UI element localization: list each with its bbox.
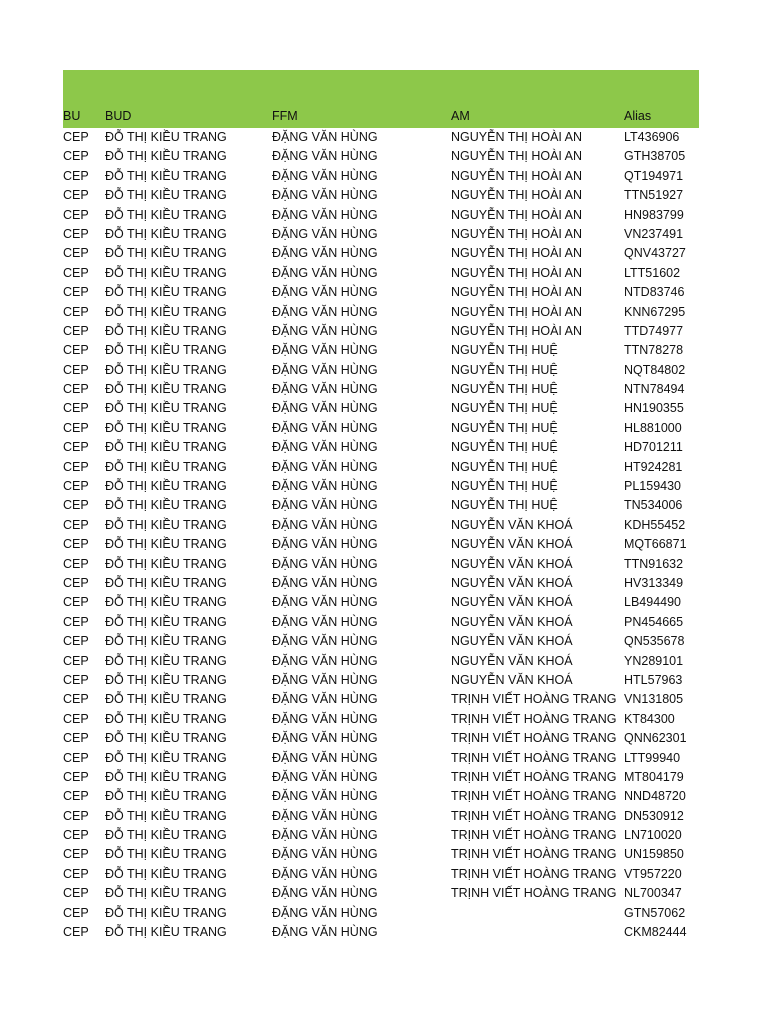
cell-am[interactable]: NGUYỄN THỊ HUỆ — [451, 440, 558, 455]
cell-bu[interactable]: CEP — [63, 556, 89, 571]
cell-alias[interactable]: LN710020 — [624, 828, 682, 843]
cell-ffm[interactable]: ĐẶNG VĂN HÙNG — [272, 246, 378, 261]
cell-bu[interactable]: CEP — [63, 731, 89, 746]
cell-ffm[interactable]: ĐẶNG VĂN HÙNG — [272, 886, 378, 901]
cell-ffm[interactable]: ĐẶNG VĂN HÙNG — [272, 595, 378, 610]
cell-am[interactable]: NGUYỄN THỊ HUỆ — [451, 459, 558, 474]
table-row — [63, 768, 699, 787]
table-row — [63, 341, 699, 360]
cell-alias[interactable]: GTH38705 — [624, 149, 686, 164]
cell-bud[interactable]: ĐỖ THỊ KIỀU TRANG — [105, 517, 227, 532]
table-row — [63, 496, 699, 515]
table-header-row — [63, 70, 699, 128]
cell-am[interactable]: TRỊNH VIẾT HOÀNG TRANG — [451, 886, 617, 901]
cell-bud[interactable]: ĐỖ THỊ KIỀU TRANG — [105, 828, 227, 843]
cell-ffm[interactable]: ĐẶNG VĂN HÙNG — [272, 769, 378, 784]
cell-bud[interactable]: ĐỖ THỊ KIỀU TRANG — [105, 343, 227, 358]
cell-bu[interactable]: CEP — [63, 149, 89, 164]
cell-am[interactable]: NGUYỄN THỊ HOÀI AN — [451, 130, 583, 144]
table-row — [63, 303, 699, 322]
cell-bu[interactable]: CEP — [63, 866, 89, 881]
cell-bud[interactable]: ĐỖ THỊ KIỀU TRANG — [105, 323, 227, 338]
table-row — [63, 516, 699, 535]
cell-bud[interactable]: ĐỖ THỊ KIỀU TRANG — [105, 207, 227, 222]
cell-ffm[interactable]: ĐẶNG VĂN HÙNG — [272, 285, 378, 300]
cell-bud[interactable]: ĐỖ THỊ KIỀU TRANG — [105, 750, 227, 765]
cell-ffm[interactable]: ĐẶNG VĂN HÙNG — [272, 149, 378, 164]
cell-bu[interactable]: CEP — [63, 130, 89, 144]
cell-bud[interactable]: ĐỖ THỊ KIỀU TRANG — [105, 459, 227, 474]
cell-am[interactable]: NGUYỄN VĂN KHOÁ — [451, 517, 573, 532]
cell-alias[interactable]: KT84300 — [624, 711, 675, 726]
cell-alias[interactable]: KDH55452 — [624, 517, 686, 532]
table-row — [63, 283, 699, 302]
cell-bud[interactable]: ĐỖ THỊ KIỀU TRANG — [105, 866, 227, 881]
cell-alias[interactable]: UN159850 — [624, 847, 684, 862]
cell-bud[interactable]: ĐỖ THỊ KIỀU TRANG — [105, 847, 227, 862]
cell-bud[interactable]: ĐỖ THỊ KIỀU TRANG — [105, 808, 227, 823]
cell-am[interactable]: NGUYỄN THỊ HOÀI AN — [451, 168, 583, 183]
cell-alias[interactable]: HV313349 — [624, 575, 684, 590]
table-row — [63, 884, 699, 903]
cell-alias[interactable]: MQT66871 — [624, 537, 687, 552]
cell-ffm[interactable]: ĐẶNG VĂN HÙNG — [272, 517, 378, 532]
table-row — [63, 690, 699, 709]
cell-bud[interactable]: ĐỖ THỊ KIỀU TRANG — [105, 401, 227, 416]
cell-ffm[interactable]: ĐẶNG VĂN HÙNG — [272, 634, 378, 649]
table-row — [63, 361, 699, 380]
table-row — [63, 322, 699, 341]
cell-bu[interactable]: CEP — [63, 828, 89, 843]
column-header-bud[interactable]: BUD — [105, 109, 132, 123]
cell-bu[interactable]: CEP — [63, 634, 89, 649]
cell-alias[interactable]: CKM82444 — [624, 925, 687, 940]
table-body — [63, 128, 699, 942]
cell-ffm[interactable]: ĐẶNG VĂN HÙNG — [272, 265, 378, 280]
table-row — [63, 574, 699, 593]
cell-am[interactable]: NGUYỄN THỊ HUỆ — [451, 343, 558, 358]
cell-am[interactable]: NGUYỄN VĂN KHOÁ — [451, 614, 573, 629]
cell-alias[interactable]: NND48720 — [624, 789, 686, 804]
cell-bu[interactable]: CEP — [63, 246, 89, 261]
column-header-am[interactable]: AM — [451, 109, 470, 123]
cell-bud[interactable]: ĐỖ THỊ KIỀU TRANG — [105, 634, 227, 649]
cell-am[interactable]: TRỊNH VIẾT HOÀNG TRANG — [451, 750, 617, 765]
cell-bu[interactable]: CEP — [63, 575, 89, 590]
cell-alias[interactable]: KNN67295 — [624, 304, 686, 319]
cell-alias[interactable]: PL159430 — [624, 479, 682, 494]
cell-ffm[interactable]: ĐẶNG VĂN HÙNG — [272, 692, 378, 707]
cell-alias[interactable]: HN983799 — [624, 207, 684, 222]
cell-bu[interactable]: CEP — [63, 168, 89, 183]
table-row — [63, 419, 699, 438]
cell-bud[interactable]: ĐỖ THỊ KIỀU TRANG — [105, 711, 227, 726]
table-row — [63, 845, 699, 864]
cell-bu[interactable]: CEP — [63, 672, 89, 687]
cell-am[interactable]: NGUYỄN THỊ HUỆ — [451, 420, 558, 435]
cell-bud[interactable]: ĐỖ THỊ KIỀU TRANG — [105, 498, 227, 513]
cell-ffm[interactable]: ĐẶNG VĂN HÙNG — [272, 905, 378, 920]
cell-bu[interactable]: CEP — [63, 382, 89, 397]
cell-alias[interactable]: HTL57963 — [624, 672, 683, 687]
cell-ffm[interactable]: ĐẶNG VĂN HÙNG — [272, 323, 378, 338]
cell-bu[interactable]: CEP — [63, 537, 89, 552]
cell-alias[interactable]: QNV43727 — [624, 246, 686, 261]
cell-bud[interactable]: ĐỖ THỊ KIỀU TRANG — [105, 672, 227, 687]
cell-bu[interactable]: CEP — [63, 769, 89, 784]
cell-bu[interactable]: CEP — [63, 614, 89, 629]
cell-alias[interactable]: VN131805 — [624, 692, 684, 707]
table-row — [63, 710, 699, 729]
cell-ffm[interactable]: ĐẶNG VĂN HÙNG — [272, 362, 378, 377]
cell-bud[interactable]: ĐỖ THỊ KIỀU TRANG — [105, 440, 227, 455]
cell-ffm[interactable]: ĐẶNG VĂN HÙNG — [272, 382, 378, 397]
cell-am[interactable]: NGUYỄN THỊ HUỆ — [451, 498, 558, 513]
table-row — [63, 147, 699, 166]
cell-bud[interactable]: ĐỖ THỊ KIỀU TRANG — [105, 692, 227, 707]
table-row — [63, 244, 699, 263]
cell-alias[interactable]: TTN91632 — [624, 556, 684, 571]
cell-bu[interactable]: CEP — [63, 343, 89, 358]
table-row — [63, 671, 699, 690]
cell-alias[interactable]: QNN62301 — [624, 731, 687, 746]
table-row — [63, 438, 699, 457]
cell-ffm[interactable]: ĐẶNG VĂN HÙNG — [272, 537, 378, 552]
cell-bud[interactable]: ĐỖ THỊ KIỀU TRANG — [105, 130, 227, 144]
cell-bu[interactable]: CEP — [63, 847, 89, 862]
cell-ffm[interactable]: ĐẶNG VĂN HÙNG — [272, 188, 378, 203]
cell-bu[interactable]: CEP — [63, 479, 89, 494]
table-row — [63, 593, 699, 612]
table-row — [63, 923, 699, 942]
cell-bud[interactable]: ĐỖ THỊ KIỀU TRANG — [105, 226, 227, 241]
cell-bu[interactable]: CEP — [63, 323, 89, 338]
cell-alias[interactable]: HD701211 — [624, 440, 683, 455]
cell-ffm[interactable]: ĐẶNG VĂN HÙNG — [272, 808, 378, 823]
table-row — [63, 380, 699, 399]
cell-ffm[interactable]: ĐẶNG VĂN HÙNG — [272, 440, 378, 455]
cell-alias[interactable]: HT924281 — [624, 459, 683, 474]
cell-ffm[interactable]: ĐẶNG VĂN HÙNG — [272, 750, 378, 765]
cell-bud[interactable]: ĐỖ THỊ KIỀU TRANG — [105, 479, 227, 494]
cell-alias[interactable]: TTN51927 — [624, 188, 684, 203]
cell-bu[interactable]: CEP — [63, 265, 89, 280]
table-row — [63, 206, 699, 225]
cell-alias[interactable]: TTD74977 — [624, 323, 684, 338]
cell-alias[interactable]: TN534006 — [624, 498, 683, 513]
cell-bud[interactable]: ĐỖ THỊ KIỀU TRANG — [105, 731, 227, 746]
cell-bud[interactable]: ĐỖ THỊ KIỀU TRANG — [105, 537, 227, 552]
cell-bu[interactable]: CEP — [63, 692, 89, 707]
cell-am[interactable]: TRỊNH VIẾT HOÀNG TRANG — [451, 769, 617, 784]
cell-bu[interactable]: CEP — [63, 711, 89, 726]
table-row — [63, 225, 699, 244]
cell-alias[interactable]: NL700347 — [624, 886, 682, 901]
cell-bu[interactable]: CEP — [63, 925, 89, 940]
cell-bud[interactable]: ĐỖ THỊ KIỀU TRANG — [105, 575, 227, 590]
cell-am[interactable]: NGUYỄN THỊ HOÀI AN — [451, 304, 583, 319]
cell-am[interactable]: NGUYỄN THỊ HOÀI AN — [451, 226, 583, 241]
cell-bud[interactable]: ĐỖ THỊ KIỀU TRANG — [105, 188, 227, 203]
cell-alias[interactable]: VN237491 — [624, 226, 684, 241]
cell-ffm[interactable]: ĐẶNG VĂN HÙNG — [272, 459, 378, 474]
cell-alias[interactable]: MT804179 — [624, 769, 684, 784]
cell-alias[interactable]: LTT99940 — [624, 750, 681, 765]
cell-alias[interactable]: TTN78278 — [624, 343, 684, 358]
table-row — [63, 613, 699, 632]
cell-bud[interactable]: ĐỖ THỊ KIỀU TRANG — [105, 769, 227, 784]
cell-ffm[interactable]: ĐẶNG VĂN HÙNG — [272, 207, 378, 222]
cell-bu[interactable]: CEP — [63, 808, 89, 823]
cell-alias[interactable]: NQT84802 — [624, 362, 686, 377]
cell-bu[interactable]: CEP — [63, 362, 89, 377]
cell-bu[interactable]: CEP — [63, 188, 89, 203]
cell-bud[interactable]: ĐỖ THỊ KIỀU TRANG — [105, 905, 227, 920]
cell-ffm[interactable]: ĐẶNG VĂN HÙNG — [272, 789, 378, 804]
cell-ffm[interactable]: ĐẶNG VĂN HÙNG — [272, 304, 378, 319]
cell-am[interactable]: NGUYỄN THỊ HUỆ — [451, 362, 558, 377]
table-row — [63, 555, 699, 574]
cell-bu[interactable]: CEP — [63, 789, 89, 804]
table-row — [63, 458, 699, 477]
cell-am[interactable]: NGUYỄN VĂN KHOÁ — [451, 595, 573, 610]
cell-ffm[interactable]: ĐẶNG VĂN HÙNG — [272, 401, 378, 416]
table-row — [63, 729, 699, 748]
cell-am[interactable]: TRỊNH VIẾT HOÀNG TRANG — [451, 808, 617, 823]
cell-bu[interactable]: CEP — [63, 595, 89, 610]
table-row — [63, 865, 699, 884]
cell-bu[interactable]: CEP — [63, 207, 89, 222]
cell-bud[interactable]: ĐỖ THỊ KIỀU TRANG — [105, 595, 227, 610]
cell-am[interactable]: NGUYỄN VĂN KHOÁ — [451, 634, 573, 649]
cell-bu[interactable]: CEP — [63, 459, 89, 474]
cell-bud[interactable]: ĐỖ THỊ KIỀU TRANG — [105, 556, 227, 571]
spreadsheet-table — [63, 70, 699, 942]
cell-am[interactable]: NGUYỄN VĂN KHOÁ — [451, 556, 573, 571]
table-row — [63, 749, 699, 768]
cell-alias[interactable]: LB494490 — [624, 595, 682, 610]
cell-bud[interactable]: ĐỖ THỊ KIỀU TRANG — [105, 789, 227, 804]
cell-bud[interactable]: ĐỖ THỊ KIỀU TRANG — [105, 886, 227, 901]
cell-alias[interactable]: QT194971 — [624, 168, 684, 183]
cell-bu[interactable]: CEP — [63, 401, 89, 416]
cell-ffm[interactable]: ĐẶNG VĂN HÙNG — [272, 168, 378, 183]
cell-ffm[interactable]: ĐẶNG VĂN HÙNG — [272, 226, 378, 241]
cell-bud[interactable]: ĐỖ THỊ KIỀU TRANG — [105, 149, 227, 164]
cell-bud[interactable]: ĐỖ THỊ KIỀU TRANG — [105, 382, 227, 397]
cell-ffm[interactable]: ĐẶNG VĂN HÙNG — [272, 420, 378, 435]
table-row — [63, 535, 699, 554]
cell-alias[interactable]: LTT51602 — [624, 265, 681, 280]
cell-bud[interactable]: ĐỖ THỊ KIỀU TRANG — [105, 420, 227, 435]
table-row — [63, 167, 699, 186]
cell-bud[interactable]: ĐỖ THỊ KIỀU TRANG — [105, 614, 227, 629]
cell-alias[interactable]: YN289101 — [624, 653, 684, 668]
column-header-bu[interactable]: BU — [63, 109, 81, 123]
cell-bud[interactable]: ĐỖ THỊ KIỀU TRANG — [105, 304, 227, 319]
cell-am[interactable]: TRỊNH VIẾT HOÀNG TRANG — [451, 866, 617, 881]
cell-bud[interactable]: ĐỖ THỊ KIỀU TRANG — [105, 362, 227, 377]
cell-am[interactable]: NGUYỄN VĂN KHOÁ — [451, 672, 573, 687]
cell-bud[interactable]: ĐỖ THỊ KIỀU TRANG — [105, 653, 227, 668]
table-row — [63, 264, 699, 283]
cell-am[interactable]: TRỊNH VIẾT HOÀNG TRANG — [451, 731, 617, 746]
table-row — [63, 128, 699, 147]
cell-alias[interactable]: NTN78494 — [624, 382, 685, 397]
cell-bu[interactable]: CEP — [63, 420, 89, 435]
cell-am[interactable]: NGUYỄN THỊ HOÀI AN — [451, 265, 583, 280]
cell-am[interactable]: NGUYỄN VĂN KHOÁ — [451, 537, 573, 552]
column-header-alias[interactable]: Alias — [624, 109, 652, 123]
cell-ffm[interactable]: ĐẶNG VĂN HÙNG — [272, 614, 378, 629]
table-row — [63, 787, 699, 806]
table-row — [63, 477, 699, 496]
cell-bu[interactable]: CEP — [63, 653, 89, 668]
cell-bu[interactable]: CEP — [63, 517, 89, 532]
cell-bu[interactable]: CEP — [63, 905, 89, 920]
cell-bu[interactable]: CEP — [63, 498, 89, 513]
table-row — [63, 826, 699, 845]
cell-ffm[interactable]: ĐẶNG VĂN HÙNG — [272, 479, 378, 494]
cell-ffm[interactable]: ĐẶNG VĂN HÙNG — [272, 556, 378, 571]
cell-ffm[interactable]: ĐẶNG VĂN HÙNG — [272, 731, 378, 746]
table-row — [63, 652, 699, 671]
cell-bud[interactable]: ĐỖ THỊ KIỀU TRANG — [105, 168, 227, 183]
cell-ffm[interactable]: ĐẶNG VĂN HÙNG — [272, 866, 378, 881]
cell-bud[interactable]: ĐỖ THỊ KIỀU TRANG — [105, 285, 227, 300]
cell-am[interactable]: NGUYỄN THỊ HUỆ — [451, 382, 558, 397]
cell-bud[interactable]: ĐỖ THỊ KIỀU TRANG — [105, 925, 227, 940]
cell-alias[interactable]: LT436906 — [624, 130, 680, 144]
cell-am[interactable]: NGUYỄN THỊ HOÀI AN — [451, 246, 583, 261]
cell-alias[interactable]: PN454665 — [624, 614, 684, 629]
column-header-ffm[interactable]: FFM — [272, 109, 298, 123]
cell-ffm[interactable]: ĐẶNG VĂN HÙNG — [272, 575, 378, 590]
cell-alias[interactable]: QN535678 — [624, 634, 685, 649]
cell-am[interactable]: TRỊNH VIẾT HOÀNG TRANG — [451, 711, 617, 726]
cell-am[interactable]: TRỊNH VIẾT HOÀNG TRANG — [451, 789, 617, 804]
cell-ffm[interactable]: ĐẶNG VĂN HÙNG — [272, 847, 378, 862]
cell-am[interactable]: NGUYỄN THỊ HOÀI AN — [451, 207, 583, 222]
cell-bu[interactable]: CEP — [63, 285, 89, 300]
cell-bu[interactable]: CEP — [63, 886, 89, 901]
cell-am[interactable]: NGUYỄN THỊ HOÀI AN — [451, 323, 583, 338]
table-row — [63, 807, 699, 826]
cell-bud[interactable]: ĐỖ THỊ KIỀU TRANG — [105, 265, 227, 280]
table-row — [63, 904, 699, 923]
cell-am[interactable]: NGUYỄN THỊ HOÀI AN — [451, 285, 583, 300]
cell-bu[interactable]: CEP — [63, 750, 89, 765]
cell-ffm[interactable]: ĐẶNG VĂN HÙNG — [272, 498, 378, 513]
cell-alias[interactable]: NTD83746 — [624, 285, 685, 300]
cell-alias[interactable]: HL881000 — [624, 420, 682, 435]
cell-am[interactable]: NGUYỄN THỊ HUỆ — [451, 401, 558, 416]
cell-ffm[interactable]: ĐẶNG VĂN HÙNG — [272, 828, 378, 843]
cell-am[interactable]: TRỊNH VIẾT HOÀNG TRANG — [451, 692, 617, 707]
cell-am[interactable]: NGUYỄN THỊ HUỆ — [451, 479, 558, 494]
cell-alias[interactable]: DN530912 — [624, 808, 684, 823]
cell-ffm[interactable]: ĐẶNG VĂN HÙNG — [272, 672, 378, 687]
cell-am[interactable]: TRỊNH VIẾT HOÀNG TRANG — [451, 828, 617, 843]
cell-alias[interactable]: VT957220 — [624, 866, 682, 881]
cell-ffm[interactable]: ĐẶNG VĂN HÙNG — [272, 653, 378, 668]
cell-bu[interactable]: CEP — [63, 226, 89, 241]
table-row — [63, 186, 699, 205]
cell-ffm[interactable]: ĐẶNG VĂN HÙNG — [272, 925, 378, 940]
cell-am[interactable]: NGUYỄN VĂN KHOÁ — [451, 575, 573, 590]
cell-ffm[interactable]: ĐẶNG VĂN HÙNG — [272, 343, 378, 358]
table-row — [63, 632, 699, 651]
cell-am[interactable]: TRỊNH VIẾT HOÀNG TRANG — [451, 847, 617, 862]
cell-ffm[interactable]: ĐẶNG VĂN HÙNG — [272, 711, 378, 726]
table-row — [63, 399, 699, 418]
cell-bud[interactable]: ĐỖ THỊ KIỀU TRANG — [105, 246, 227, 261]
cell-bu[interactable]: CEP — [63, 304, 89, 319]
cell-am[interactable]: NGUYỄN VĂN KHOÁ — [451, 653, 573, 668]
cell-alias[interactable]: HN190355 — [624, 401, 684, 416]
cell-am[interactable]: NGUYỄN THỊ HOÀI AN — [451, 188, 583, 203]
cell-am[interactable]: NGUYỄN THỊ HOÀI AN — [451, 149, 583, 164]
cell-bu[interactable]: CEP — [63, 440, 89, 455]
cell-ffm[interactable]: ĐẶNG VĂN HÙNG — [272, 130, 378, 144]
cell-alias[interactable]: GTN57062 — [624, 905, 686, 920]
